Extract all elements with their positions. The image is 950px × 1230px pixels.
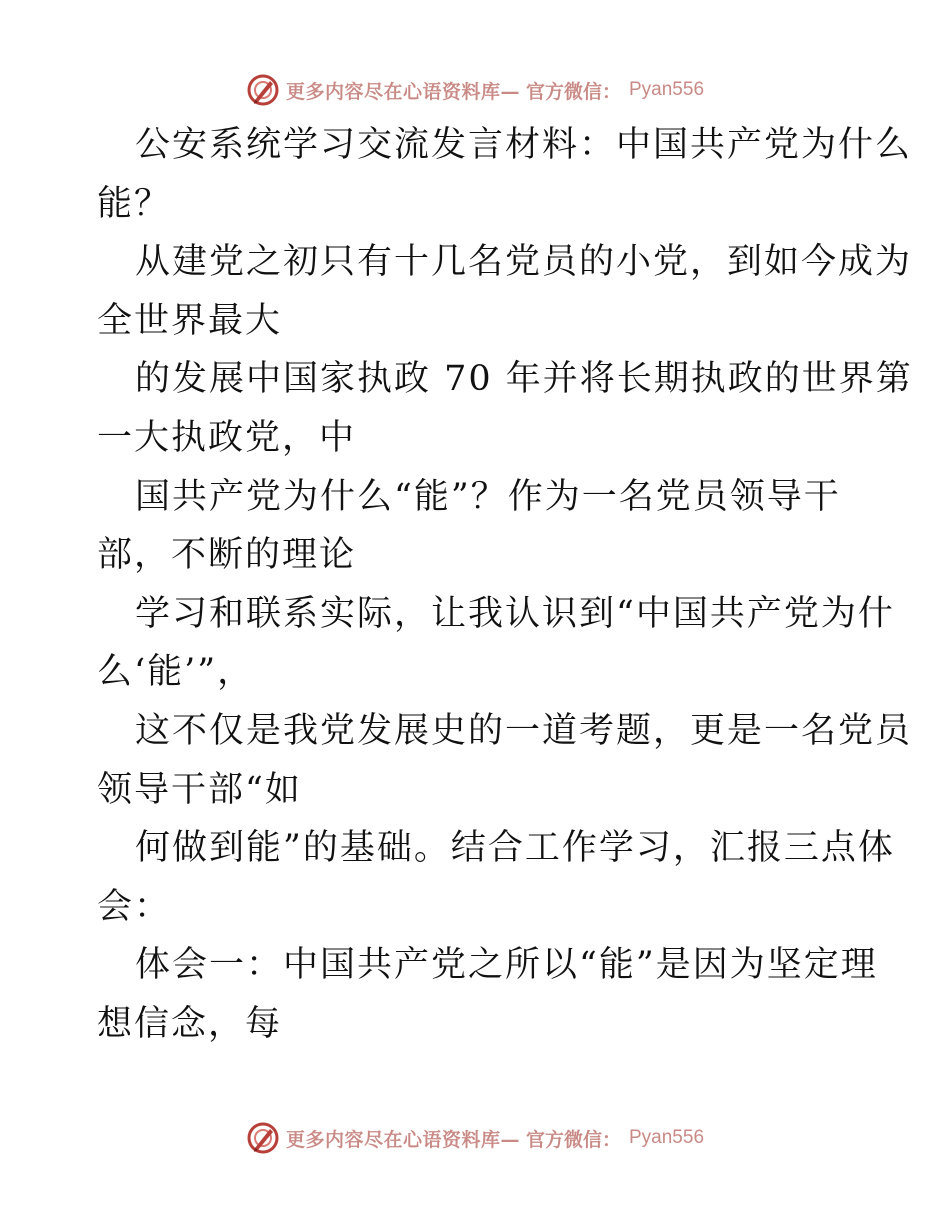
watermark-wechat-id: Pyan556 <box>629 79 705 100</box>
pen-logo-icon <box>246 73 280 107</box>
watermark-site-text: 更多内容尽在心语资料库— <box>285 80 520 103</box>
text-line: 国共产党为什么“能”？作为一名党员领导干 <box>135 476 841 517</box>
watermark-wechat-label: 官方微信： <box>525 80 621 103</box>
text-line: 部，不断的理论 <box>97 535 357 576</box>
watermark-wechat-id: Pyan556 <box>629 1127 705 1148</box>
watermark-footer <box>0 1118 950 1158</box>
text-line: 的发展中国家执政 70 年并将长期执政的世界第 <box>135 359 913 400</box>
text-line: 想信念，每 <box>97 1003 283 1044</box>
text-line: 这不仅是我党发展史的一道考题，更是一名党员 <box>135 710 913 751</box>
watermark-site-text: 更多内容尽在心语资料库— <box>285 1128 520 1151</box>
text-line: 么‘能’”， <box>97 652 255 693</box>
pen-logo-icon <box>246 1121 280 1155</box>
text-line: 会： <box>97 886 172 927</box>
text-line: 公安系统学习交流发言材料：中国共产党为什么 <box>135 125 913 165</box>
text-line: 何做到能”的基础。结合工作学习，汇报三点体 <box>135 828 895 869</box>
watermark-header <box>0 70 950 110</box>
text-line: 一大执政党，中 <box>97 417 357 458</box>
text-line: 领导干部“如 <box>97 769 302 810</box>
watermark-wechat-label: 官方微信： <box>525 1128 621 1151</box>
text-line: 全世界最大 <box>97 300 283 341</box>
document-body <box>97 116 913 1054</box>
text-line: 能？ <box>97 183 172 224</box>
text-line: 从建党之初只有十几名党员的小党，到如今成为 <box>135 242 913 283</box>
text-line: 体会一：中国共产党之所以“能”是因为坚定理 <box>135 945 878 986</box>
text-line: 学习和联系实际，让我认识到“中国共产党为什 <box>135 593 895 634</box>
